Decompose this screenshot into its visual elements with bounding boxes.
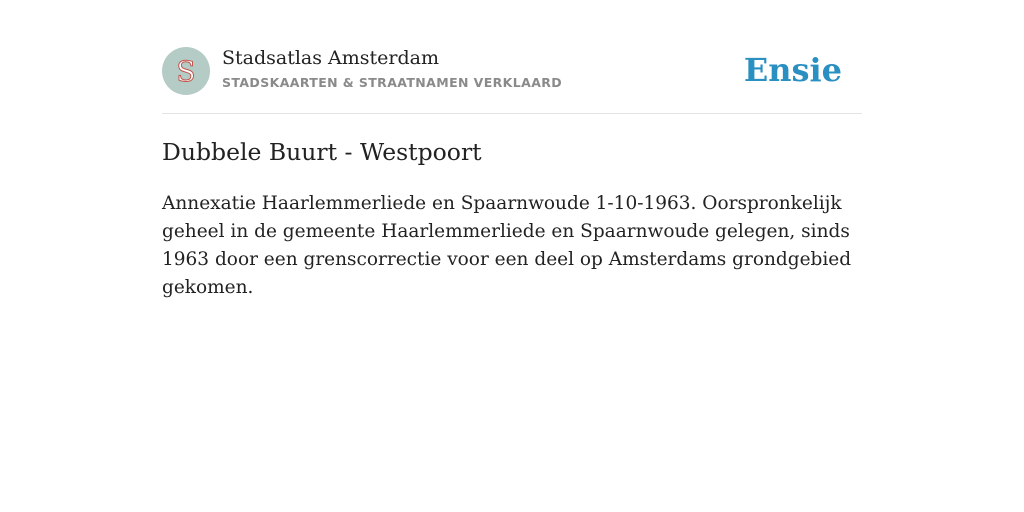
avatar-letter: S	[176, 55, 196, 88]
site-subtitle: STADSKAARTEN & STRAATNAMEN VERKLAARD	[222, 75, 563, 90]
article-body: Annexatie Haarlemmerliede en Spaarnwoude 1-10-1963. Oorspronkelijk geheel in de gemeente Haarlemmerliede en Spaarnwoude gelegen, sinds 1963 door een grenscorrectie voor een deel op Amsterdams grondgebied gekomen.	[162, 193, 852, 298]
brand-logo-link[interactable]: Ensie	[743, 51, 842, 89]
page-title: Dubbele Buurt - Westpoort	[162, 138, 482, 166]
site-title[interactable]: Stadsatlas Amsterdam	[222, 47, 440, 69]
site-header	[162, 0, 862, 114]
avatar[interactable]	[162, 47, 210, 95]
content-container	[162, 0, 862, 298]
